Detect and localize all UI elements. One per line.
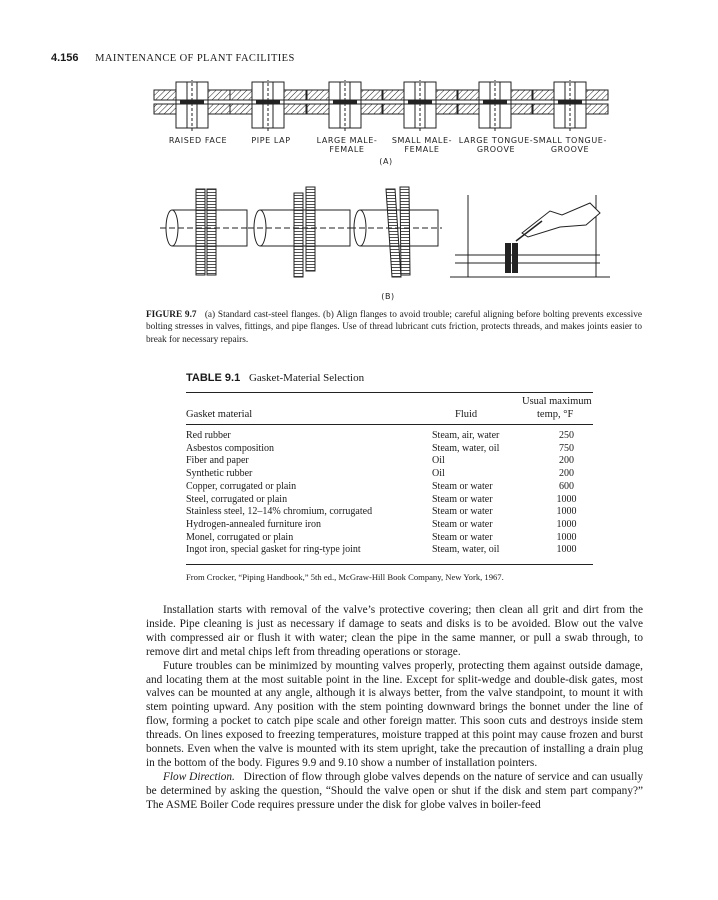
page-header <box>51 52 295 64</box>
table-bottom-rule <box>186 564 593 565</box>
table-title-text: Gasket-Material Selection <box>248 372 365 384</box>
cell-max-temp: 1000 <box>556 544 577 556</box>
cell-material: Synthetic rubber <box>186 468 253 480</box>
cell-fluid: Steam or water <box>432 480 493 492</box>
header-temp-line1: Usual maximum <box>522 396 592 407</box>
table-row <box>186 468 593 481</box>
flange-small-tongue-groove <box>532 80 608 132</box>
table-row <box>186 430 593 443</box>
flange-small-male-female <box>382 80 458 132</box>
label-small-male-female-1: SMALL MALE- <box>391 136 453 145</box>
cell-material: Hydrogen-annealed furniture iron <box>186 518 321 530</box>
cell-fluid: Steam or water <box>432 506 493 518</box>
paragraph-installation: Installation starts with removal of the valve’s protective covering; then clean all grit and dirt from the inside. Pipe cleaning is just as necessary if damage to seats and disks is to be avoided. Blow out the valve with compressed air or flush it with water; clean the pipe in the same manner, or pull a swab through, to remove dirt and metal chips left from threading operations or storage. <box>146 604 643 658</box>
header-material: Gasket material <box>186 409 253 420</box>
cell-material: Monel, corrugated or plain <box>186 531 294 543</box>
cell-fluid: Steam, air, water <box>432 430 500 441</box>
cell-fluid: Steam, water, oil <box>432 442 500 454</box>
cell-fluid: Oil <box>432 455 445 467</box>
table-row <box>186 481 593 494</box>
cell-fluid: Steam, water, oil <box>432 544 500 556</box>
panel-label-b: (B) <box>381 292 395 301</box>
cell-max-temp: 250 <box>559 430 574 441</box>
label-small-male-female-2: FEMALE <box>404 145 440 154</box>
offset-flanges-drawing <box>248 187 362 277</box>
cell-material: Copper, corrugated or plain <box>186 480 297 492</box>
header-temp-line2: temp, °F <box>537 409 574 420</box>
angled-flanges-drawing <box>350 187 442 277</box>
table-top-rule <box>186 392 593 393</box>
panel-label-a: (A) <box>379 157 393 166</box>
label-large-tongue-groove-2: GROOVE <box>476 145 516 154</box>
figure-a-flange-types <box>150 80 620 180</box>
table-row <box>186 455 593 468</box>
table-row <box>186 494 593 507</box>
cell-max-temp: 200 <box>559 455 574 467</box>
label-large-male-female-1: LARGE MALE- <box>316 136 378 145</box>
cell-max-temp: 1000 <box>556 493 577 505</box>
cell-material: Fiber and paper <box>186 455 249 467</box>
cell-max-temp: 1000 <box>556 518 577 530</box>
cell-material: Red rubber <box>186 430 231 441</box>
figure-b-flange-alignment <box>150 185 620 303</box>
gasket-table <box>186 430 593 557</box>
table-row <box>186 532 593 545</box>
cell-fluid: Steam or water <box>432 531 493 543</box>
label-pipe-lap: PIPE LAP <box>251 136 291 145</box>
caption-text: (a) Standard cast-steel flanges. (b) Align flanges to avoid trouble; careful aligning before bolting prevents excessive bolting stresses in valves, fittings, and pipe flanges. Use of thread lubricant cuts friction, protects threads, and makes joints easier to break for necessary repairs. <box>146 310 642 345</box>
label-large-male-female-2: FEMALE <box>329 145 365 154</box>
cell-fluid: Oil <box>432 468 445 480</box>
cell-fluid: Steam or water <box>432 518 493 530</box>
cell-material: Stainless steel, 12–14% chromium, corrugated <box>186 506 373 518</box>
straightedge-check-drawing <box>450 195 610 277</box>
table-row <box>186 544 593 557</box>
label-large-tongue-groove-1: LARGE TONGUE- <box>458 136 534 145</box>
flange-large-male-female <box>307 80 383 132</box>
cell-fluid: Steam or water <box>432 493 493 505</box>
flange-raised-face <box>154 80 230 132</box>
cell-max-temp: 750 <box>559 442 574 454</box>
table-source-note: From Crocker, “Piping Handbook,” 5th ed., McGraw-Hill Book Company, New York, 1967. <box>186 572 504 582</box>
label-small-tongue-groove-2: GROOVE <box>550 145 590 154</box>
paragraph-future-troubles: Future troubles can be minimized by mounting valves properly, protecting them against outside damage, and locating them at the most suitable point in the line. Except for split-wedge and double-disk gates, most valves can be mounted at any angle, although it is always better, from the valve standpoint, to mount it with stem pointing upward. Any position with the stem pointing downward brings the bonnet under the line of flow, forming a pocket to catch pipe scale and other foreign matter. This soon cuts and destroys inside stem threads. On lines exposed to freezing temperatures, moisture trapped at this point may cause frozen and burst bonnets. Even when the valve is mounted with its stem upright, take the precaution of installing a drain plug in the bottom of the body. Figures 9.9 and 9.10 show a number of installation pointers. <box>146 659 643 769</box>
cell-max-temp: 1000 <box>556 506 577 518</box>
cell-material: Steel, corrugated or plain <box>186 493 288 505</box>
cell-max-temp: 200 <box>559 468 574 480</box>
table-header-rule <box>186 424 593 425</box>
header-fluid: Fluid <box>455 409 478 420</box>
flow-direction-text: Direction of flow through globe valves depends on the nature of service and can usually be determined by asking the question, “Should the valve open or shut if the disk and stem part company?” The ASME Boiler Code requires pressure under the disk for globe valves in boiler-feed <box>146 770 643 811</box>
cell-max-temp: 600 <box>559 480 574 492</box>
cell-max-temp: 1000 <box>556 531 577 543</box>
label-raised-face: RAISED FACE <box>168 136 228 145</box>
flow-direction-heading: Flow Direction. <box>163 770 235 783</box>
figure-caption <box>146 309 642 346</box>
cell-material: Ingot iron, special gasket for ring-type joint <box>186 544 361 556</box>
running-title: MAINTENANCE OF PLANT FACILITIES <box>95 53 295 64</box>
body-text <box>146 604 643 813</box>
paragraph-flow-direction <box>146 771 643 813</box>
cell-material: Asbestos composition <box>186 442 275 454</box>
table-row <box>186 506 593 519</box>
table-row <box>186 443 593 456</box>
aligned-flanges-drawing <box>160 189 255 275</box>
table-label: TABLE 9.1 <box>186 372 241 384</box>
table-title <box>186 372 364 384</box>
table-row <box>186 519 593 532</box>
flange-pipe-lap <box>230 80 306 132</box>
label-small-tongue-groove-1: SMALL TONGUE- <box>533 136 607 145</box>
caption-label: FIGURE 9.7 <box>146 310 197 320</box>
page-number: 4.156 <box>51 52 79 64</box>
flange-large-tongue-groove <box>457 80 533 132</box>
